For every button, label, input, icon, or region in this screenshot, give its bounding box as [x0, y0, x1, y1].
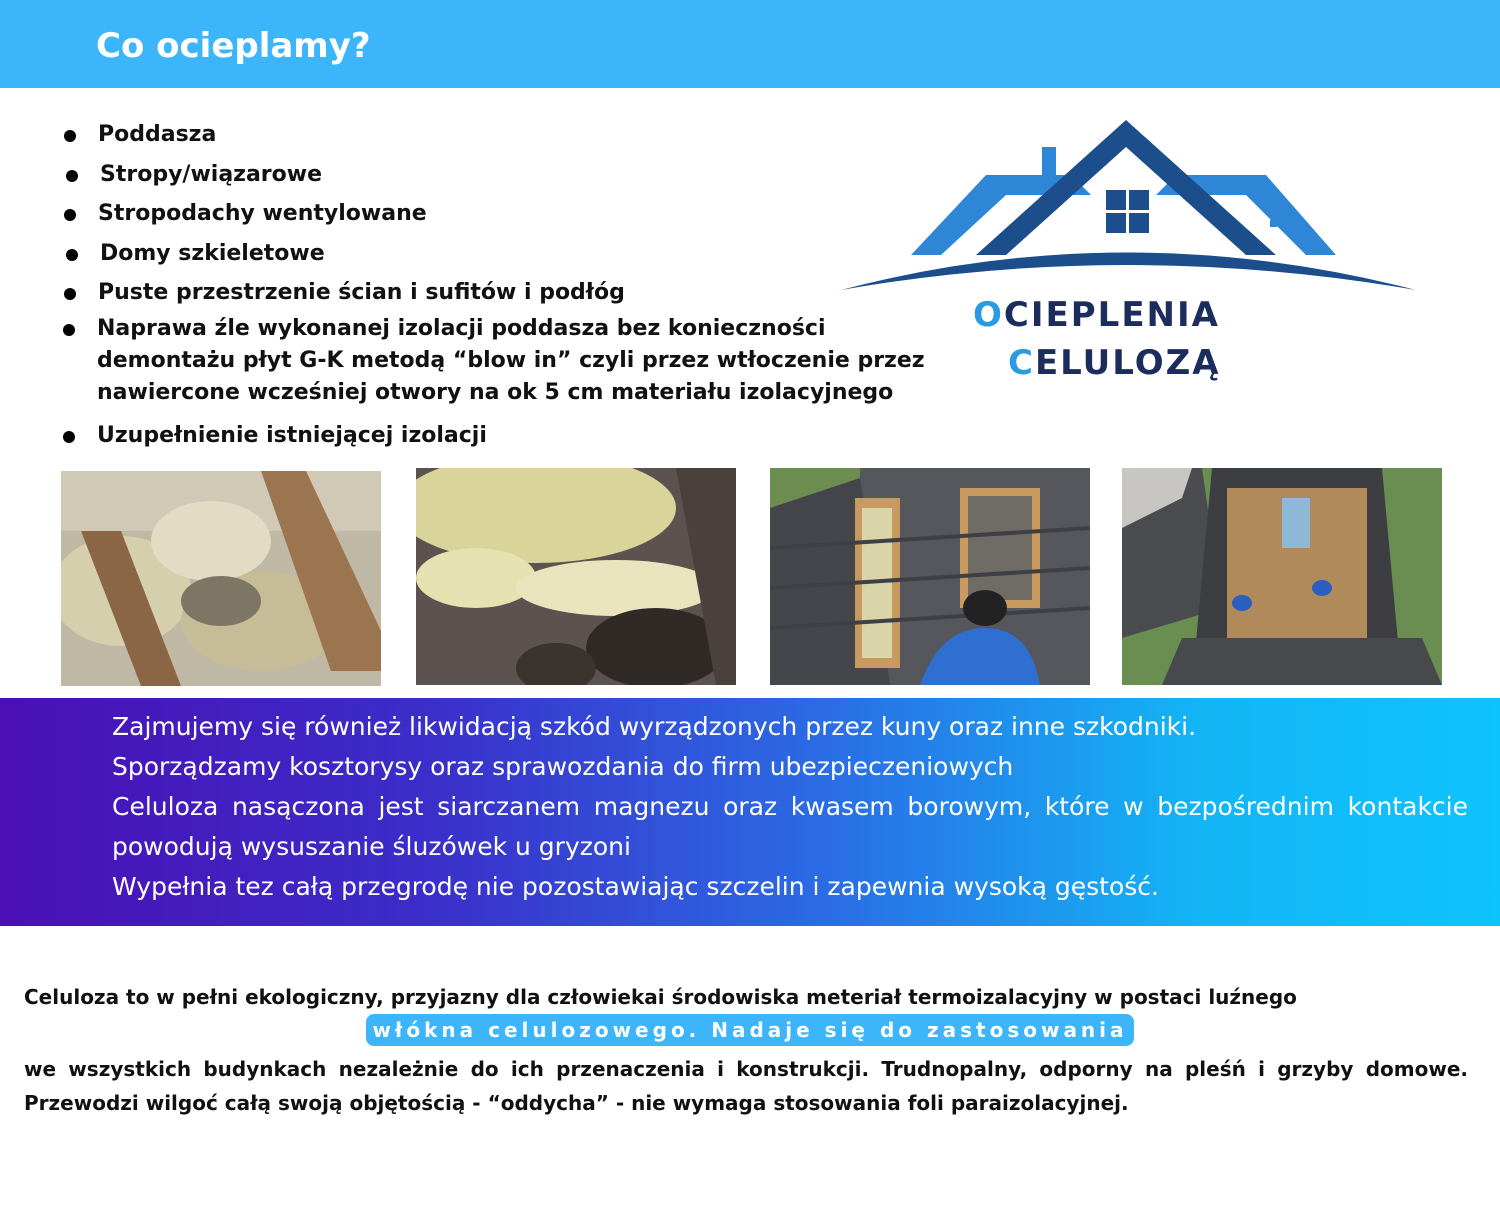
list-item: Stropy/wiązarowe	[100, 159, 322, 191]
info-line-pests: Zajmujemy się również likwidacją szkód wyrządzonych przez kuny oraz inne szkodniki.	[112, 712, 1197, 741]
description-highlight-wrap	[0, 1014, 1500, 1046]
bullet-dot-icon	[64, 130, 76, 142]
photo-damaged-insulation	[416, 468, 736, 685]
services-list	[0, 0, 960, 460]
bullet-dot-icon	[66, 170, 78, 182]
photo-roof-aerial	[1122, 468, 1442, 685]
logo-text-line1: OCIEPLENIA	[973, 295, 1220, 335]
list-item: Domy szkieletowe	[100, 238, 325, 270]
bullet-dot-icon	[63, 431, 75, 443]
info-line-estimates: Sporządzamy kosztorysy oraz sprawozdania do firm ubezpieczeniowych	[112, 752, 1014, 781]
list-item: Puste przestrzenie ścian i sufitów i podłóg	[98, 277, 625, 309]
bullet-dot-icon	[64, 209, 76, 221]
house-roof-logo-icon	[836, 115, 1420, 305]
photo-attic-insulation	[61, 471, 381, 686]
info-line-density: Wypełnia tez całą przegrodę nie pozostawiając szczelin i zapewnia wysoką gęstość.	[112, 872, 1159, 901]
logo-text-line2: CELULOZĄ	[1008, 343, 1221, 383]
description-line1: Celuloza to w pełni ekologiczny, przyjazny dla człowiekai środowiska meteriał termoizalacyjny w postaci luźnego	[24, 985, 1297, 1009]
bullet-dot-icon	[64, 288, 76, 300]
page-title: Co ocieplamy?	[96, 26, 371, 66]
info-line-rodents: Celuloza nasączona jest siarczanem magnezu oraz kwasem borowym, które w bezpośrednim kontakcie powodują wysuszanie śluzówek u gryzoni	[112, 792, 1468, 861]
description-highlight: włókna celulozowego. Nadaje się do zastosowania	[366, 1014, 1133, 1046]
description-body: we wszystkich budynkach nezależnie do ich przenaczenia i konstrukcji. Trudnopalny, odporny na pleśń i grzyby domowe. Przewodzi wilgoć całą swoją objętością - “oddycha” - nie wymaga stosowania foli paraizolacyjnej.	[24, 1057, 1468, 1115]
list-item: Poddasza	[98, 119, 216, 151]
company-logo	[836, 115, 1420, 390]
bullet-dot-icon	[63, 324, 75, 336]
list-item: Naprawa źle wykonanej izolacji poddasza bez konieczności demontażu płyt G-K metodą “blow in” czyli przez wtłoczenie przez nawiercone wcześniej otwory na ok 5 cm materiału izolacyjnego	[97, 313, 957, 409]
info-band	[0, 698, 1500, 926]
list-item: Stropodachy wentylowane	[98, 198, 427, 230]
list-item: Uzupełnienie istniejącej izolacji	[97, 420, 487, 452]
bullet-dot-icon	[66, 249, 78, 261]
photo-roof-opened	[770, 468, 1090, 685]
